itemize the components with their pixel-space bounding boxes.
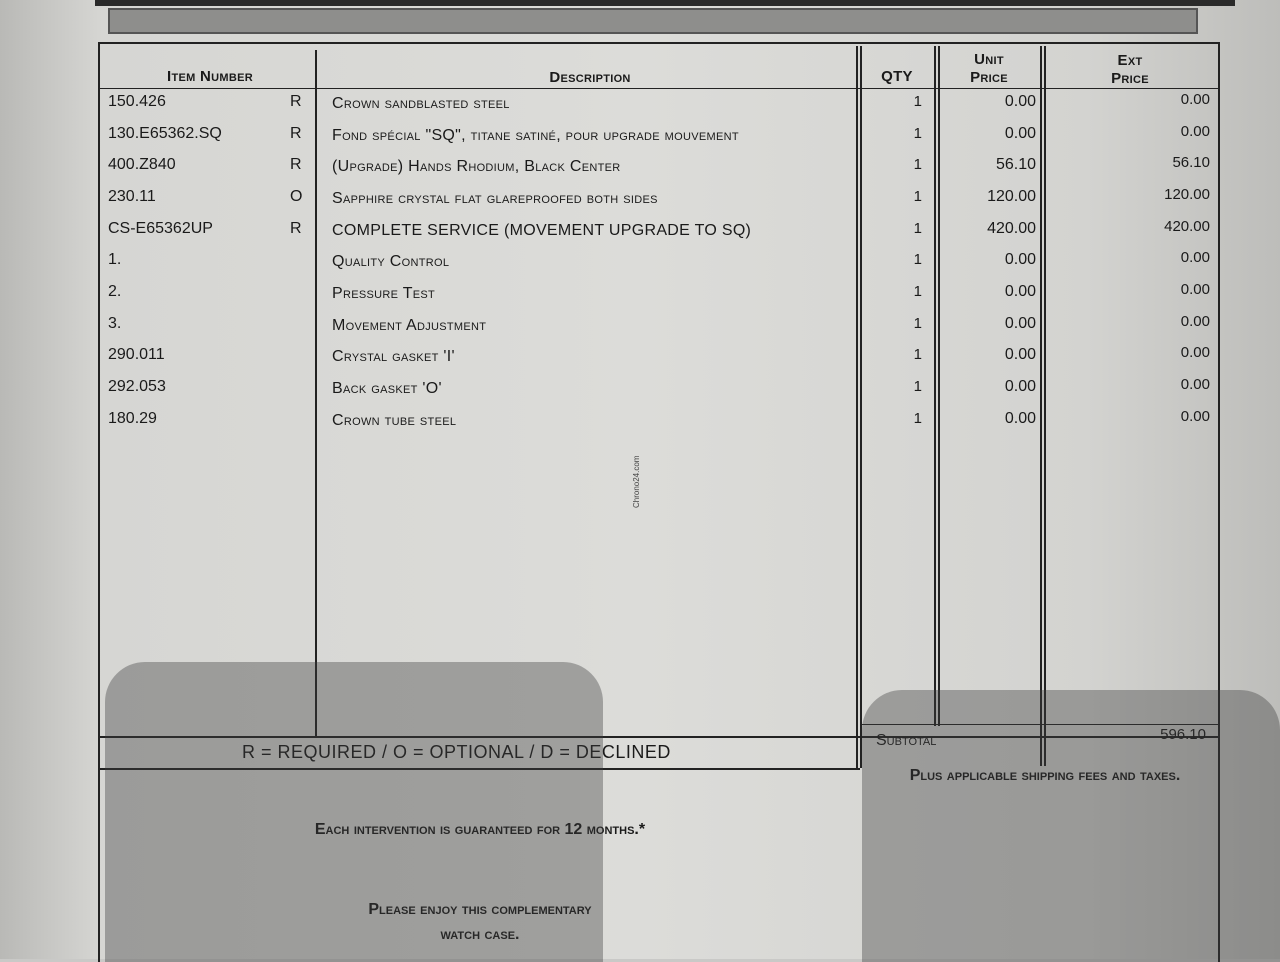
- item-unit-price: 56.10: [995, 156, 1036, 173]
- item-description: Sapphire crystal flat glareproofed both sides: [332, 190, 658, 207]
- shipping-note: Plus applicable shipping fees and taxes.: [909, 767, 1181, 784]
- item-unit-price: 0.00: [1004, 410, 1036, 427]
- column-divider-unit: [934, 46, 936, 726]
- item-unit-price: 0.00: [1004, 378, 1036, 395]
- item-description: COMPLETE SERVICE (MOVEMENT UPGRADE TO SQ): [332, 222, 752, 239]
- item-qty: 1: [913, 410, 922, 427]
- column-divider-ext: [1040, 46, 1042, 766]
- code-legend: R = REQUIRED / O = OPTIONAL / D = DECLINED: [242, 742, 671, 762]
- item-qty: 1: [913, 378, 922, 395]
- item-number: 150.426: [108, 93, 166, 110]
- column-divider-qty: [856, 46, 858, 768]
- item-code: R: [290, 220, 302, 237]
- item-ext-price: 0.00: [1180, 123, 1210, 140]
- header-bar: [108, 8, 1198, 34]
- item-code: R: [290, 156, 302, 173]
- item-description: Pressure Test: [332, 285, 436, 302]
- item-qty: 1: [913, 346, 922, 363]
- header-description: Description: [549, 69, 631, 86]
- item-code: O: [290, 188, 303, 205]
- item-description: (Upgrade) Hands Rhodium, Black Center: [332, 158, 621, 175]
- item-qty: 1: [913, 156, 922, 173]
- guarantee-note: Each intervention is guaranteed for 12 months.*: [314, 821, 646, 838]
- top-edge-band: [95, 0, 1235, 6]
- item-number: 130.E65362.SQ: [108, 125, 222, 142]
- item-description: Back gasket 'O': [332, 380, 442, 397]
- watermark: Chrono24.com: [632, 455, 641, 508]
- item-ext-price: 420.00: [1164, 218, 1210, 235]
- hand-shadow-right: [862, 690, 1280, 962]
- item-number: 3.: [108, 315, 122, 332]
- item-qty: 1: [913, 251, 922, 268]
- header-rule: [100, 88, 1218, 89]
- item-qty: 1: [913, 125, 922, 142]
- item-description: Crown tube steel: [332, 412, 457, 429]
- item-description: Crown sandblasted steel: [332, 95, 510, 112]
- hand-shadow-left: [105, 662, 603, 962]
- column-divider-description: [315, 50, 317, 738]
- item-unit-price: 0.00: [1004, 346, 1036, 363]
- subtotal-value: 596.10: [1160, 726, 1206, 743]
- item-number: 1.: [108, 251, 122, 268]
- item-qty: 1: [913, 315, 922, 332]
- item-qty: 1: [913, 220, 922, 237]
- subtotal-label: Subtotal: [876, 732, 937, 749]
- item-ext-price: 0.00: [1180, 408, 1210, 425]
- header-qty: QTY: [881, 68, 913, 85]
- item-unit-price: 120.00: [987, 188, 1036, 205]
- item-unit-price: 0.00: [1004, 93, 1036, 110]
- watch-case-note-line1: Please enjoy this complementary: [368, 901, 592, 918]
- header-ext-price-line2: Price: [1111, 70, 1149, 87]
- item-unit-price: 0.00: [1004, 251, 1036, 268]
- item-unit-price: 0.00: [1004, 283, 1036, 300]
- item-ext-price: 0.00: [1180, 313, 1210, 330]
- header-unit-price-line2: Price: [970, 69, 1008, 86]
- item-qty: 1: [913, 283, 922, 300]
- item-number: 290.011: [108, 346, 165, 363]
- item-ext-price: 120.00: [1164, 186, 1210, 203]
- item-description: Crystal gasket 'I': [332, 348, 455, 365]
- item-ext-price: 0.00: [1180, 91, 1210, 108]
- item-ext-price: 0.00: [1180, 376, 1210, 393]
- header-unit-price-line1: Unit: [974, 51, 1004, 68]
- item-ext-price: 0.00: [1180, 344, 1210, 361]
- item-number: 2.: [108, 283, 122, 300]
- item-unit-price: 0.00: [1004, 125, 1036, 142]
- item-ext-price: 56.10: [1172, 154, 1210, 171]
- watch-case-note-line2: watch case.: [440, 926, 520, 943]
- item-ext-price: 0.00: [1180, 281, 1210, 298]
- item-description: Quality Control: [332, 253, 450, 270]
- item-qty: 1: [913, 188, 922, 205]
- item-number: 230.11: [108, 188, 156, 205]
- item-number: 400.Z840: [108, 156, 176, 173]
- item-qty: 1: [913, 93, 922, 110]
- item-description: Movement Adjustment: [332, 317, 487, 334]
- header-item-number: Item Number: [166, 68, 254, 85]
- item-number: CS-E65362UP: [108, 220, 213, 237]
- item-number: 180.29: [108, 410, 157, 427]
- item-code: R: [290, 93, 302, 110]
- item-ext-price: 0.00: [1180, 249, 1210, 266]
- item-description: Fond spécial "SQ", titane satiné, pour upgrade mouvement: [332, 127, 739, 144]
- item-unit-price: 420.00: [987, 220, 1036, 237]
- item-number: 292.053: [108, 378, 166, 395]
- item-unit-price: 0.00: [1004, 315, 1036, 332]
- header-ext-price-line1: Ext: [1117, 52, 1143, 69]
- item-code: R: [290, 125, 302, 142]
